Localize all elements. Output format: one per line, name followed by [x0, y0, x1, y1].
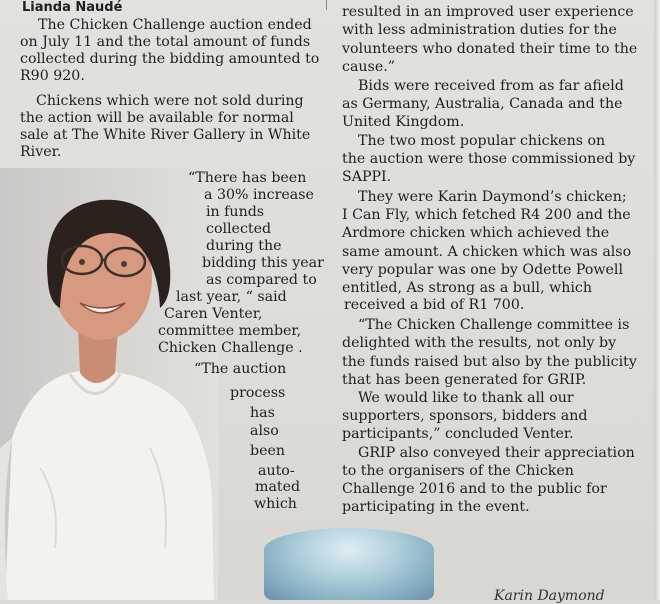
article-line: delighted with the results, not only by	[342, 335, 617, 351]
quote-line: also	[250, 423, 279, 439]
article-line: Ardmore chicken which achieved the	[342, 225, 610, 241]
article-line: GRIP also conveyed their appreciation	[358, 445, 635, 461]
quote-line: Caren Venter,	[164, 306, 263, 322]
column-divider	[326, 0, 327, 10]
article-line: collected during the bidding amounted to	[20, 51, 320, 67]
quote-line: a 30% increase	[204, 187, 314, 203]
article-line: Bids were received from as far afield	[358, 78, 624, 94]
byline: Lianda Naudé	[22, 0, 123, 15]
sculpture-photo	[264, 528, 434, 600]
article-line: the auction were those commissioned by	[342, 151, 636, 167]
quote-line: Chicken Challenge .	[158, 340, 303, 356]
article-line: with less administration duties for the	[342, 22, 617, 38]
article-line: The two most popular chickens on	[358, 133, 606, 149]
article-line: entitled, As strong as a bull, which	[342, 280, 593, 296]
quote-line: as compared to	[206, 272, 317, 288]
quote-line: last year, “ said	[176, 289, 287, 305]
article-line: R90 920.	[20, 68, 85, 84]
article-line: We would like to thank all our	[358, 390, 574, 406]
quote-line: “The auction	[194, 361, 287, 377]
article-line: to the organisers of the Chicken	[342, 463, 574, 479]
article-line: Challenge 2016 and to the public for	[342, 481, 607, 497]
quote-line: been	[250, 443, 286, 459]
photo-caption: Karin Daymond	[494, 588, 605, 604]
page-edge	[654, 0, 660, 600]
article-line: participants,” concluded Venter.	[342, 426, 574, 442]
article-line: participating in the event.	[342, 499, 530, 515]
quote-line: collected	[206, 221, 272, 237]
quote-line: has	[250, 405, 275, 421]
portrait-photo	[0, 168, 218, 600]
quote-line: bidding this year	[202, 255, 324, 271]
quote-line: which	[254, 496, 297, 512]
article-line: the action will be available for normal	[20, 110, 294, 126]
article-line: volunteers who donated their time to the	[342, 41, 638, 57]
article-line: They were Karin Daymond’s chicken;	[358, 189, 627, 205]
article-line: that has been generated for GRIP.	[342, 372, 587, 388]
article-line: as Germany, Australia, Canada and the	[342, 96, 623, 112]
quote-line: process	[230, 385, 286, 401]
article-line: United Kingdom.	[342, 114, 465, 130]
article-line: very popular was one by Odette Powell	[342, 262, 623, 278]
article-line: cause.”	[342, 59, 395, 75]
article-line: SAPPI.	[342, 169, 392, 185]
quote-line: auto-	[258, 463, 295, 479]
article-line: received a bid of R1 700.	[344, 297, 525, 313]
article-line: supporters, sponsors, bidders and	[342, 408, 588, 424]
article-line: sale at The White River Gallery in White	[20, 127, 311, 143]
quote-line: in funds	[206, 204, 265, 220]
article-line: The Chicken Challenge auction ended	[38, 17, 312, 33]
article-line: the funds raised but also by the publicity	[342, 354, 637, 370]
quote-line: during the	[206, 238, 282, 254]
quote-line: committee member,	[158, 323, 302, 339]
article-line: River.	[20, 144, 62, 160]
quote-line: mated	[255, 479, 301, 495]
article-line: same amount. A chicken which was also	[342, 244, 632, 260]
article-line: Chickens which were not sold during	[36, 93, 304, 109]
quote-line: “There has been	[188, 170, 307, 186]
article-line: on July 11 and the total amount of funds	[20, 34, 311, 50]
article-line: resulted in an improved user experience	[342, 4, 634, 20]
article-line: I Can Fly, which fetched R4 200 and the	[342, 207, 631, 223]
article-line: “The Chicken Challenge committee is	[358, 317, 630, 333]
